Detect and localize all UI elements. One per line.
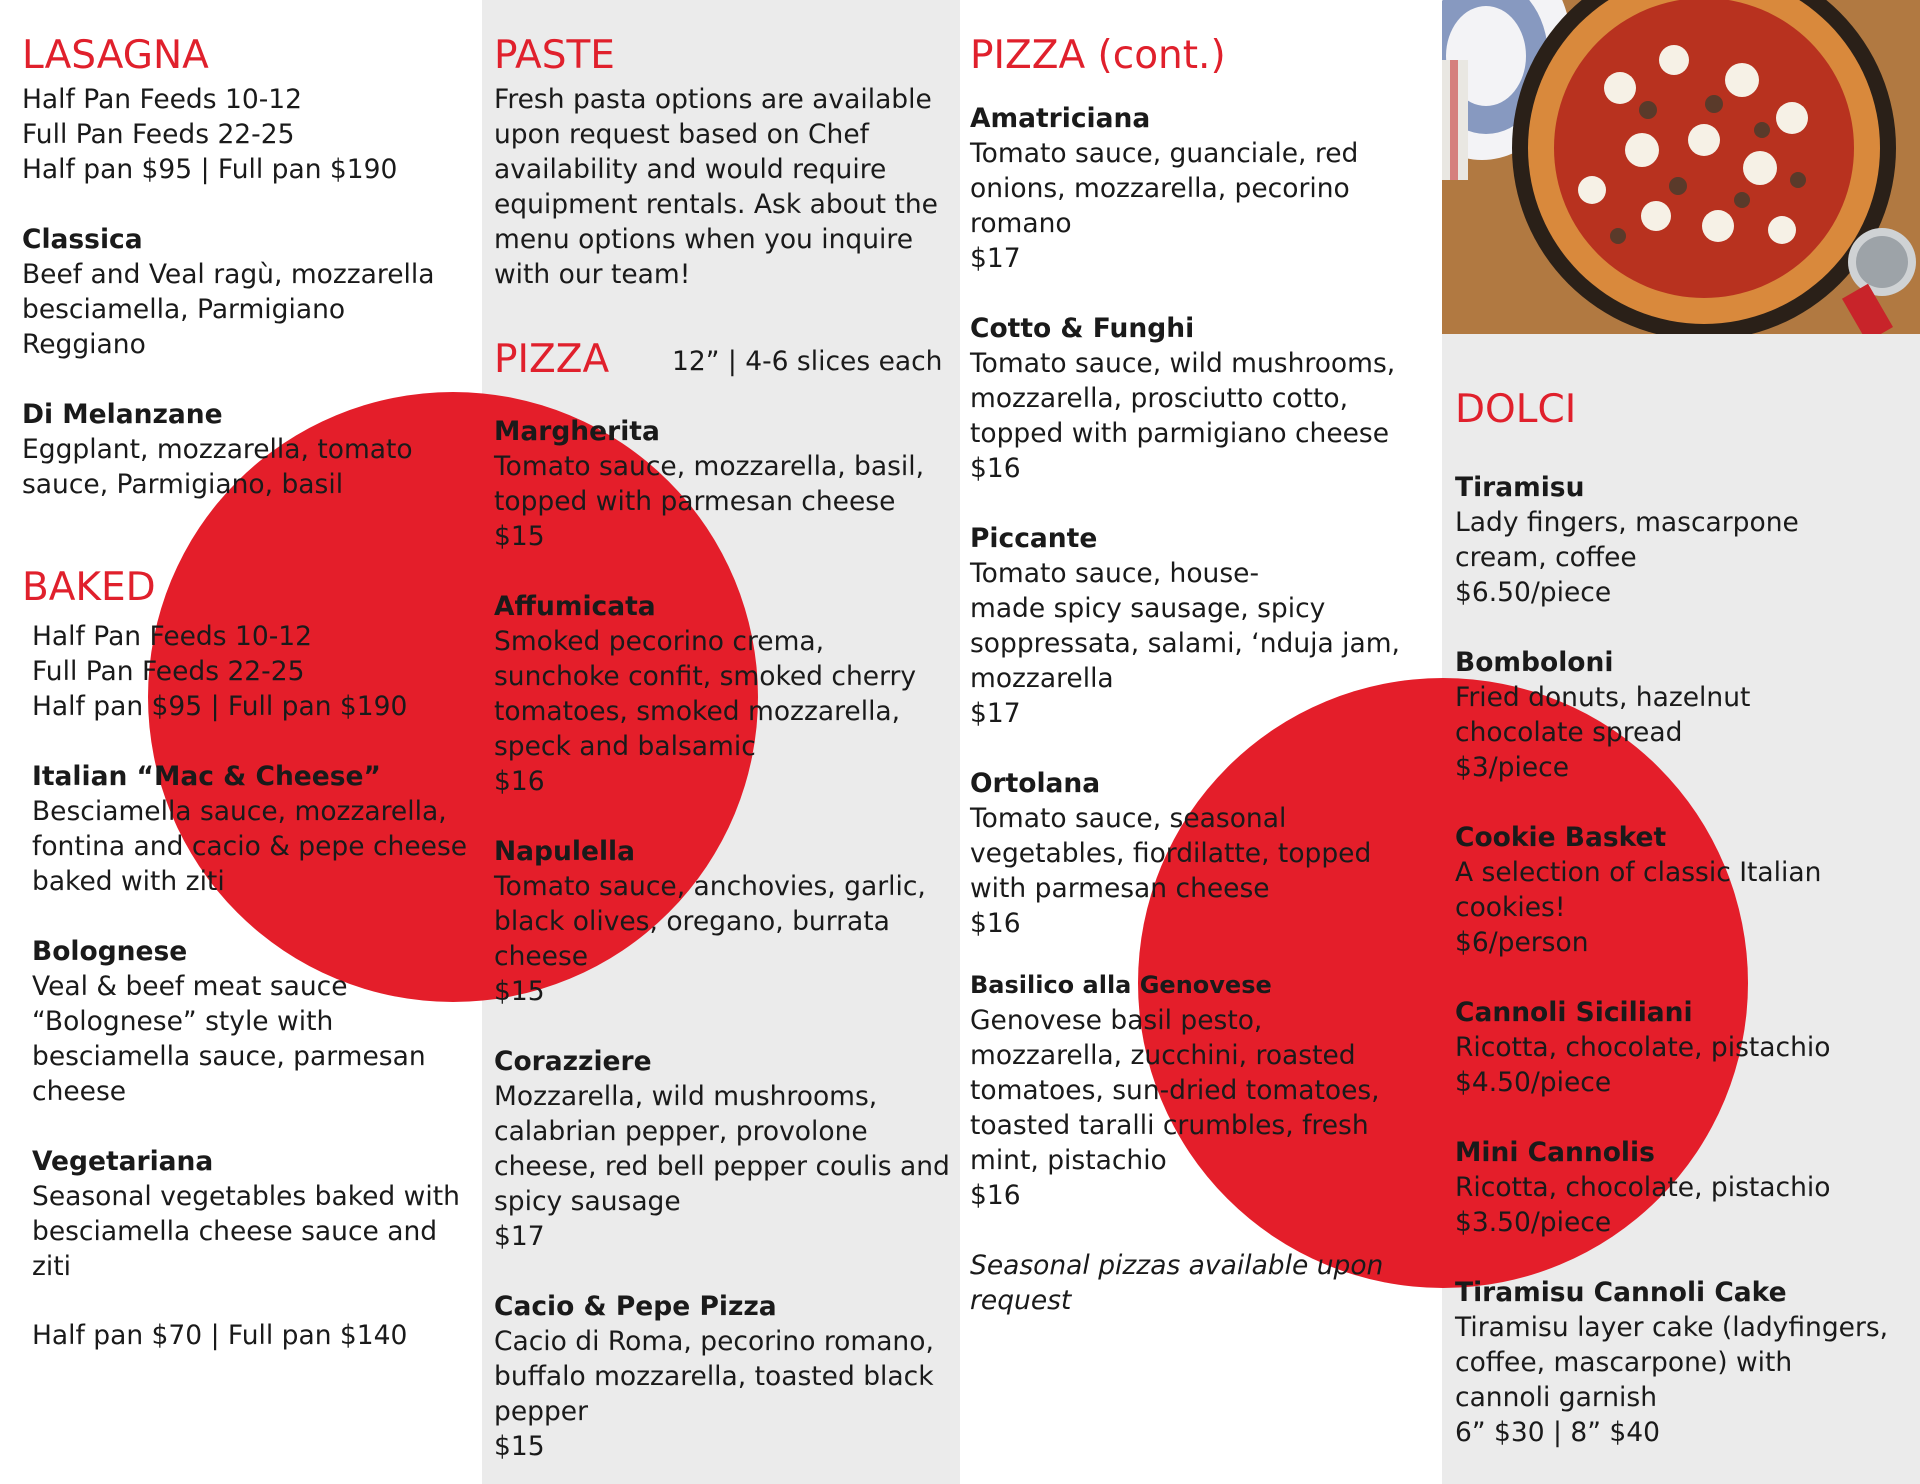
paste-desc-line: equipment rentals. Ask about the xyxy=(494,189,938,220)
paste-desc-line: with our team! xyxy=(494,259,691,290)
menu-item-name: Affumicata xyxy=(494,591,656,622)
menu-item-desc: mozzarella, prosciutto cotto, xyxy=(970,383,1349,414)
menu-item-desc: made spicy sausage, spicy xyxy=(970,593,1326,624)
section-heading-paste: PASTE xyxy=(494,33,615,78)
lasagna-info-line: Half Pan Feeds 10-12 xyxy=(22,84,302,115)
menu-item-desc: Tomato sauce, wild mushrooms, xyxy=(970,348,1396,379)
menu-item-name: Margherita xyxy=(494,416,660,447)
menu-item-desc: Smoked pecorino crema, xyxy=(494,626,825,657)
menu-item-name: Classica xyxy=(22,224,143,255)
menu-item-desc: Tomato sauce, guanciale, red xyxy=(970,138,1359,169)
menu-item-price: $3.50/piece xyxy=(1455,1207,1612,1238)
baked-info-line: Full Pan Feeds 22-25 xyxy=(32,656,305,687)
menu-item-desc: tomatoes, sun-dried tomatoes, xyxy=(970,1075,1380,1106)
menu-item-name: Ortolana xyxy=(970,768,1101,799)
menu-item-name: Di Melanzane xyxy=(22,399,223,430)
menu-item-desc: cheese xyxy=(494,941,589,972)
menu-item-desc: Cacio di Roma, pecorino romano, xyxy=(494,1326,934,1357)
menu-item-desc: cannoli garnish xyxy=(1455,1382,1658,1413)
menu-item-desc: Fried donuts, hazelnut xyxy=(1455,682,1751,713)
menu-item-desc: tomatoes, smoked mozzarella, xyxy=(494,696,901,727)
paste-desc-line: availability and would require xyxy=(494,154,887,185)
menu-item-desc: romano xyxy=(970,208,1072,239)
menu-item-name: Piccante xyxy=(970,523,1098,554)
menu-item-desc: sauce, Parmigiano, basil xyxy=(22,469,344,500)
menu-item-desc: fontina and cacio & pepe cheese xyxy=(32,831,468,862)
menu-item-desc: cookies! xyxy=(1455,892,1566,923)
menu-item-desc: Tiramisu layer cake (ladyfingers, xyxy=(1455,1312,1889,1343)
menu-item-desc: mozzarella, zucchini, roasted xyxy=(970,1040,1356,1071)
menu-item-desc: Seasonal vegetables baked with xyxy=(32,1181,460,1212)
baked-info-line: Half pan $95 | Full pan $190 xyxy=(32,691,408,722)
menu-item-price: $16 xyxy=(970,453,1021,484)
menu-item-desc: A selection of classic Italian xyxy=(1455,857,1822,888)
menu-item-desc: with parmesan cheese xyxy=(970,873,1270,904)
menu-item-desc: ziti xyxy=(32,1251,72,1282)
menu-item-desc: Ricotta, chocolate, pistachio xyxy=(1455,1032,1831,1063)
menu-item-name: Cacio & Pepe Pizza xyxy=(494,1291,777,1322)
menu-item-price: $15 xyxy=(494,1431,545,1462)
menu-item-desc: cheese xyxy=(32,1076,127,1107)
menu-item-name: Cotto & Funghi xyxy=(970,313,1195,344)
lasagna-info-line: Half pan $95 | Full pan $190 xyxy=(22,154,398,185)
menu-item-desc: cream, coffee xyxy=(1455,542,1637,573)
menu-item-name: Bomboloni xyxy=(1455,647,1614,678)
menu-item-price: $17 xyxy=(970,243,1021,274)
menu-item-desc: black olives, oregano, burrata xyxy=(494,906,890,937)
pizza-size-note: 12” | 4-6 slices each xyxy=(672,346,943,377)
menu-item-name: Bolognese xyxy=(32,936,188,967)
section-heading-lasagna: LASAGNA xyxy=(22,33,209,78)
menu-item-desc: coffee, mascarpone) with xyxy=(1455,1347,1793,1378)
menu-item-desc: vegetables, fiordilatte, topped xyxy=(970,838,1372,869)
section-heading-baked: BAKED xyxy=(22,565,156,610)
menu-item-desc: speck and balsamic xyxy=(494,731,756,762)
menu-item-desc: Mozzarella, wild mushrooms, xyxy=(494,1081,878,1112)
menu-item-name: Tiramisu Cannoli Cake xyxy=(1455,1277,1787,1308)
menu-item-desc: topped with parmesan cheese xyxy=(494,486,896,517)
menu-item-desc: Besciamella sauce, mozzarella, xyxy=(32,796,447,827)
lasagna-info-line: Full Pan Feeds 22-25 xyxy=(22,119,295,150)
menu-item-name: Cannoli Siciliani xyxy=(1455,997,1693,1028)
menu-item-name: Italian “Mac & Cheese” xyxy=(32,761,381,792)
menu-item-name: Napulella xyxy=(494,836,636,867)
menu-item-price: $6/person xyxy=(1455,927,1589,958)
menu-item-desc: Veal & beef meat sauce xyxy=(32,971,348,1002)
menu-item-desc: besciamella cheese sauce and xyxy=(32,1216,438,1247)
menu-item-name: Amatriciana xyxy=(970,103,1151,134)
menu-item-desc: soppressata, salami, ‘nduja jam, xyxy=(970,628,1400,659)
menu-item-desc: onions, mozzarella, pecorino xyxy=(970,173,1350,204)
menu-item-desc: Beef and Veal ragù, mozzarella xyxy=(22,259,435,290)
menu-item-price: $16 xyxy=(970,908,1021,939)
menu-item-desc: Lady fingers, mascarpone xyxy=(1455,507,1799,538)
menu-item-desc: topped with parmigiano cheese xyxy=(970,418,1390,449)
menu-item-desc: Tomato sauce, mozzarella, basil, xyxy=(494,451,925,482)
seasonal-note: request xyxy=(970,1285,1072,1316)
menu-item-desc: “Bolognese” style with xyxy=(32,1006,334,1037)
menu-item-desc: Tomato sauce, house- xyxy=(970,558,1260,589)
section-heading-pizza: PIZZA xyxy=(494,337,610,382)
section-heading-pizza-cont: PIZZA (cont.) xyxy=(970,33,1226,78)
menu-item-desc: buffalo mozzarella, toasted black xyxy=(494,1361,934,1392)
menu-item-price: $4.50/piece xyxy=(1455,1067,1612,1098)
menu-item-desc: sunchoke confit, smoked cherry xyxy=(494,661,917,692)
menu-item-name: Basilico alla Genovese xyxy=(970,971,1272,999)
menu-item-desc: Eggplant, mozzarella, tomato xyxy=(22,434,413,465)
menu-item-price: 6” $30 | 8” $40 xyxy=(1455,1417,1660,1448)
baked-info-line: Half Pan Feeds 10-12 xyxy=(32,621,312,652)
menu-item-price: $16 xyxy=(970,1180,1021,1211)
section-heading-dolci: DOLCI xyxy=(1455,387,1577,432)
menu-item-desc: pepper xyxy=(494,1396,588,1427)
menu-item-name: Cookie Basket xyxy=(1455,822,1667,853)
menu-item-desc: besciamella, Parmigiano xyxy=(22,294,346,325)
menu-item-desc: Ricotta, chocolate, pistachio xyxy=(1455,1172,1831,1203)
paste-desc-line: Fresh pasta options are available xyxy=(494,84,932,115)
menu-item-price: $15 xyxy=(494,976,545,1007)
menu-item-price: $17 xyxy=(970,698,1021,729)
paste-desc-line: menu options when you inquire xyxy=(494,224,914,255)
menu-item-price: $16 xyxy=(494,766,545,797)
menu-item-price: $6.50/piece xyxy=(1455,577,1612,608)
seasonal-note: Seasonal pizzas available upon xyxy=(970,1250,1384,1281)
menu-item-price: $3/piece xyxy=(1455,752,1570,783)
menu-item-desc: calabrian pepper, provolone xyxy=(494,1116,868,1147)
baked-footer-price: Half pan $70 | Full pan $140 xyxy=(32,1320,408,1351)
menu-item-name: Mini Cannolis xyxy=(1455,1137,1655,1168)
menu-item-desc: cheese, red bell pepper coulis and xyxy=(494,1151,950,1182)
menu-item-name: Corazziere xyxy=(494,1046,652,1077)
menu-item-desc: chocolate spread xyxy=(1455,717,1683,748)
menu-item-desc: Reggiano xyxy=(22,329,146,360)
menu-item-desc: spicy sausage xyxy=(494,1186,681,1217)
menu-item-desc: mozzarella xyxy=(970,663,1114,694)
menu-item-price: $15 xyxy=(494,521,545,552)
pizza-photo xyxy=(1442,0,1920,334)
menu-item-desc: Tomato sauce, seasonal xyxy=(970,803,1287,834)
menu-item-desc: toasted taralli crumbles, fresh xyxy=(970,1110,1369,1141)
paste-desc-line: upon request based on Chef xyxy=(494,119,869,150)
menu-item-desc: baked with ziti xyxy=(32,866,225,897)
menu-item-name: Vegetariana xyxy=(32,1146,214,1177)
menu-item-desc: Tomato sauce, anchovies, garlic, xyxy=(494,871,926,902)
menu-item-name: Tiramisu xyxy=(1455,472,1585,503)
menu-item-desc: Genovese basil pesto, xyxy=(970,1005,1263,1036)
menu-item-price: $17 xyxy=(494,1221,545,1252)
menu-item-desc: mint, pistachio xyxy=(970,1145,1167,1176)
menu-item-desc: besciamella sauce, parmesan xyxy=(32,1041,426,1072)
